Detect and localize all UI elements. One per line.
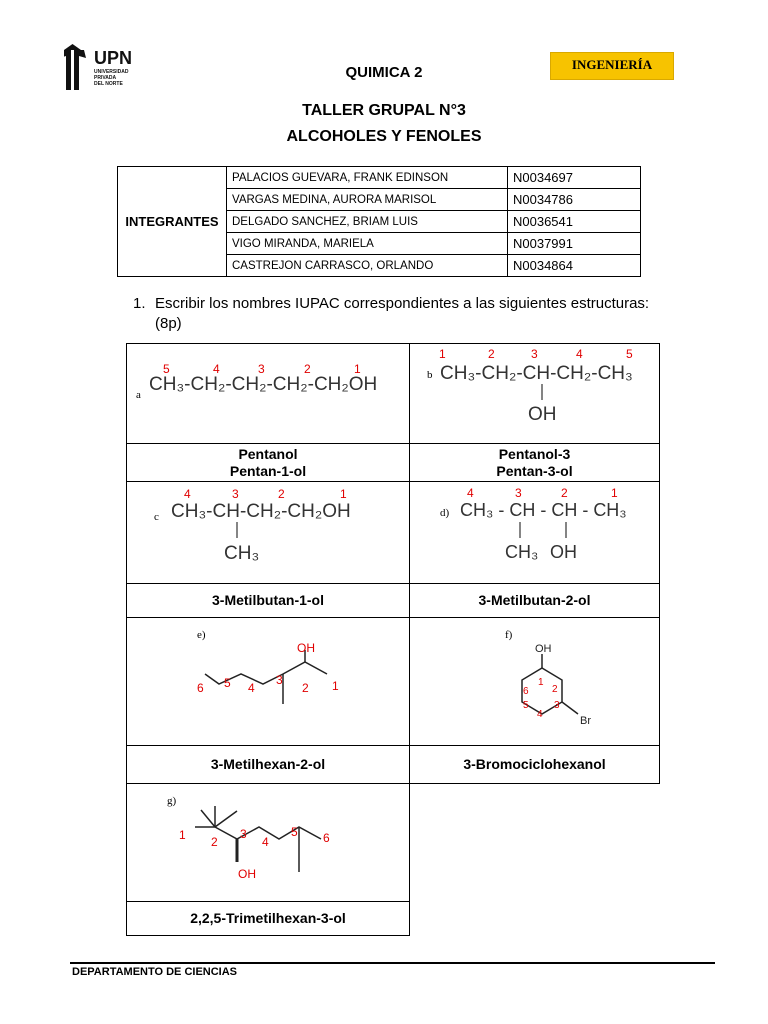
svg-text:d): d) <box>440 507 450 519</box>
svg-text:3: 3 <box>276 673 283 687</box>
question-text: Escribir los nombres IUPAC correspondientes a las siguientes estructuras: (8p) <box>155 295 650 332</box>
structure-g <box>126 783 410 902</box>
svg-text:1: 1 <box>340 487 347 501</box>
svg-text:4: 4 <box>262 835 269 849</box>
workshop-subtitle: ALCOHOLES Y FENOLES <box>286 128 482 145</box>
svg-text:4: 4 <box>184 487 191 501</box>
svg-text:CH₃: CH₃ <box>505 542 539 562</box>
svg-text:DEL NORTE: DEL NORTE <box>94 81 123 87</box>
svg-text:2: 2 <box>211 835 218 849</box>
answer-g: 2,2,5-Trimetilhexan-3-ol <box>126 901 410 936</box>
faculty-badge: INGENIERÍA <box>550 52 674 80</box>
svg-text:Br: Br <box>580 715 591 727</box>
answer-c: 3-Metilbutan-1-ol <box>126 583 410 618</box>
svg-text:2: 2 <box>552 684 558 695</box>
structure-c <box>126 481 410 584</box>
member-code: N0036541 <box>508 211 641 233</box>
svg-text:5: 5 <box>291 825 298 839</box>
svg-text:1: 1 <box>538 677 544 688</box>
structure-a <box>126 343 410 444</box>
svg-text:3: 3 <box>531 347 538 361</box>
svg-text:3: 3 <box>232 487 239 501</box>
member-name: DELGADO SANCHEZ, BRIAM LUIS <box>227 211 508 233</box>
svg-text:1: 1 <box>439 347 446 361</box>
answer-d: 3-Metilbutan-2-ol <box>409 583 660 618</box>
question-number: 1. <box>133 295 146 312</box>
team-label: INTEGRANTES <box>118 167 227 277</box>
member-name: VIGO MIRANDA, MARIELA <box>227 233 508 255</box>
svg-text:b: b <box>427 369 433 381</box>
svg-text:3: 3 <box>515 486 522 500</box>
member-name: PALACIOS GUEVARA, FRANK EDINSON <box>227 167 508 189</box>
svg-text:5: 5 <box>163 362 170 376</box>
svg-text:5: 5 <box>224 676 231 690</box>
svg-text:4: 4 <box>467 486 474 500</box>
course-title: QUIMICA 2 <box>345 64 423 81</box>
structure-b <box>409 343 660 444</box>
structure-f <box>409 617 660 746</box>
member-code: N0034697 <box>508 167 641 189</box>
svg-text:g): g) <box>167 795 177 807</box>
team-table <box>117 166 641 277</box>
svg-text:OH: OH <box>238 867 256 881</box>
svg-text:4: 4 <box>537 709 543 720</box>
formula-d: CH₃ - CH - CH - CH₃ <box>460 500 627 520</box>
structure-e <box>126 617 410 746</box>
formula-a: CH₃-CH₂-CH₂-CH₂-CH₂OH <box>149 374 378 395</box>
svg-text:1: 1 <box>611 486 618 500</box>
svg-text:6: 6 <box>323 831 330 845</box>
svg-text:4: 4 <box>576 347 583 361</box>
formula-b: CH₃-CH₂-CH-CH₂-CH₃ <box>440 363 633 384</box>
svg-text:4: 4 <box>213 362 220 376</box>
svg-text:a: a <box>136 389 141 401</box>
svg-text:OH: OH <box>550 542 577 562</box>
footer-divider <box>70 962 715 964</box>
svg-text:3: 3 <box>554 700 560 711</box>
svg-text:2: 2 <box>302 681 309 695</box>
table-row <box>118 167 641 189</box>
svg-text:OH: OH <box>297 641 315 655</box>
footer-department: DEPARTAMENTO DE CIENCIAS <box>72 966 238 978</box>
workshop-title: TALLER GRUPAL N°3 <box>302 102 466 119</box>
svg-text:4: 4 <box>248 681 255 695</box>
svg-text:OH: OH <box>535 643 552 655</box>
answer-b: Pentanol-3 Pentan-3-ol <box>409 443 660 482</box>
svg-text:5: 5 <box>523 700 529 711</box>
formula-c: CH₃-CH-CH₂-CH₂OH <box>171 501 351 522</box>
svg-text:1: 1 <box>354 362 361 376</box>
member-code: N0034864 <box>508 255 641 277</box>
member-code: N0034786 <box>508 189 641 211</box>
member-name: CASTREJON CARRASCO, ORLANDO <box>227 255 508 277</box>
member-code: N0037991 <box>508 233 641 255</box>
svg-text:UNIVERSIDAD: UNIVERSIDAD <box>94 69 129 75</box>
svg-text:OH: OH <box>528 404 557 425</box>
svg-text:6: 6 <box>523 686 529 697</box>
member-name: VARGAS MEDINA, AURORA MARISOL <box>227 189 508 211</box>
answer-f: 3-Bromociclohexanol <box>409 745 660 784</box>
svg-text:5: 5 <box>626 347 633 361</box>
svg-text:2: 2 <box>278 487 285 501</box>
logo-text: UPN <box>94 48 133 68</box>
svg-text:f): f) <box>505 629 513 641</box>
svg-text:e): e) <box>197 629 206 641</box>
svg-text:3: 3 <box>240 827 247 841</box>
svg-text:6: 6 <box>197 681 204 695</box>
answer-e: 3-Metilhexan-2-ol <box>126 745 410 784</box>
svg-text:2: 2 <box>488 347 495 361</box>
svg-text:c: c <box>154 511 159 523</box>
svg-text:1: 1 <box>332 679 339 693</box>
answer-a: Pentanol Pentan-1-ol <box>126 443 410 482</box>
svg-text:2: 2 <box>561 486 568 500</box>
svg-text:2: 2 <box>304 362 311 376</box>
svg-text:3: 3 <box>258 362 265 376</box>
svg-text:CH₃: CH₃ <box>224 543 260 564</box>
structure-d <box>409 481 660 584</box>
svg-text:PRIVADA: PRIVADA <box>94 75 117 81</box>
svg-text:1: 1 <box>179 828 186 842</box>
